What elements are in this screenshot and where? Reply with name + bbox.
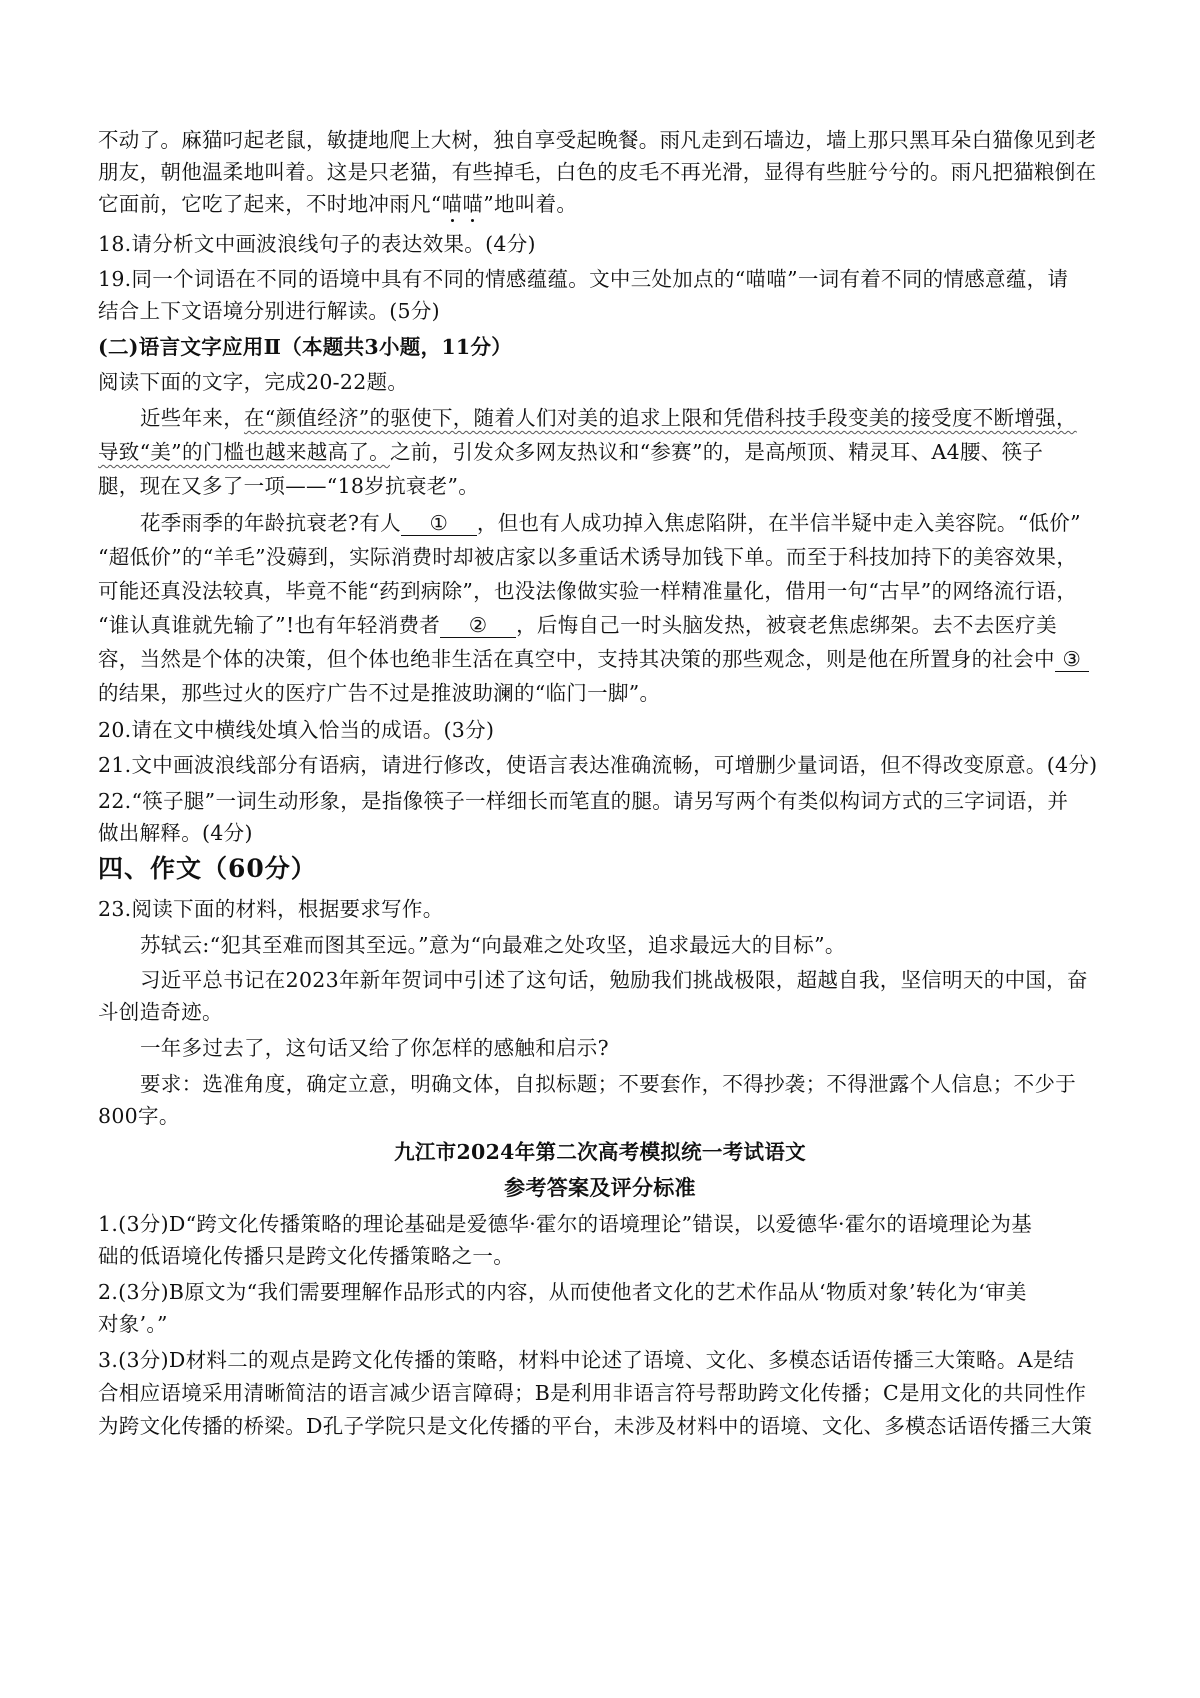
- wavy-underlined-text: 导致“美”的门槛也越来越高了。: [98, 440, 390, 464]
- passage-text: “谁认真谁就先输了”!也有年轻消费者: [98, 613, 441, 637]
- story-text: ”地叫着。: [483, 192, 578, 216]
- answer-3-line-3: 为跨文化传播的桥梁。D孔子学院只是文化传播的平台，未涉及材料中的语境、文化、多模态话语传播三大策: [98, 1414, 1093, 1438]
- passage-line: [98, 437, 1043, 467]
- passage-line: “超低价”的“羊毛”没薅到，实际消费时却被店家以多重话术诱导加钱下单。而至于科技加持下的美容效果，: [98, 545, 1078, 569]
- material-line: 习近平总书记在2023年新年贺词中引述了这句话，勉励我们挑战极限，超越自我，坚信明天的中国，奋: [140, 968, 1088, 992]
- passage-text: 花季雨季的年龄抗衰老?有人: [140, 511, 401, 535]
- wavy-underlined-text: 在“颜值经济”的驱使下，随着人们对美的追求上限和凭借科技手段变美的接受度不断增强，: [244, 406, 1077, 430]
- story-line-3: [98, 189, 577, 219]
- question-20: 20.请在文中横线处填入恰当的成语。(3分): [98, 718, 495, 742]
- answer-3-line-2: 合相应语境采用清晰简洁的语言减少语言障碍；B是利用非语言符号帮助跨文化传播；C是用文化的共同性作: [98, 1381, 1087, 1405]
- material-line: 苏轼云:“犯其至难而图其至远。”意为“向最难之处攻坚，追求最远大的目标”。: [140, 933, 846, 957]
- passage-line: [140, 508, 1081, 538]
- answer-2-line-1: 2.(3分)B原文为“我们需要理解作品形式的内容，从而使他者文化的艺术作品从‘物质对象’转化为‘审美: [98, 1280, 1027, 1304]
- fill-blank-2: ②: [440, 613, 516, 638]
- passage-line: [140, 403, 1077, 433]
- requirement-line: 要求：选准角度，确定立意，明确文体，自拟标题；不要套作，不得抄袭；不得泄露个人信息；不少于: [140, 1072, 1076, 1096]
- passage-text: 之前，引发众多网友热议和“参赛”的，是高颅顶、精灵耳、A4腰、筷子: [389, 440, 1044, 464]
- question-21: 21.文中画波浪线部分有语病，请进行修改，使语言表达准确流畅，可增删少量词语，但不得改变原意。(4分): [98, 753, 1098, 777]
- passage-text: ，但也有人成功掉入焦虑陷阱，在半信半疑中走入美容院。“低价”: [476, 511, 1081, 535]
- story-line-2: 朋友，朝他温柔地叫着。这是只老猫，有些掉毛，白色的皮毛不再光滑，显得有些脏兮兮的。雨凡把猫粮倒在: [98, 160, 1097, 184]
- passage-text: 容，当然是个体的决策，但个体也绝非生活在真空中，支持其决策的那些观念，则是他在所置身的社会中: [98, 647, 1055, 671]
- passage-line: [98, 644, 1089, 674]
- section-heading-essay: 四、作文（60分）: [98, 854, 317, 883]
- dotted-char: 喵: [462, 192, 484, 216]
- question-22-line-1: 22.“筷子腿”一词生动形象，是指像筷子一样细长而笔直的腿。请另写两个有类似构词方式的三字词语，并: [98, 789, 1069, 813]
- answer-1-line-2: 础的低语境化传播只是跨文化传播策略之一。: [98, 1244, 514, 1268]
- answer-key-subtitle: 参考答案及评分标准: [504, 1175, 696, 1200]
- material-line: 斗创造奇迹。: [98, 1000, 223, 1024]
- passage-text: 近些年来，: [140, 406, 244, 430]
- reading-instruction: 阅读下面的文字，完成20-22题。: [98, 370, 409, 394]
- passage-line: 腿，现在又多了一项——“18岁抗衰老”。: [98, 474, 480, 498]
- passage-text: ，后悔自己一时头脑发热，被衰老焦虑绑架。去不去医疗美: [516, 613, 1057, 637]
- requirement-line: 800字。: [98, 1104, 180, 1128]
- answer-key-title: 九江市2024年第二次高考模拟统一考试语文: [394, 1140, 806, 1164]
- question-19-line-1: 19.同一个词语在不同的语境中具有不同的情感蕴蕴。文中三处加点的“喵喵”一词有着不同的情感意蕴，请: [98, 267, 1069, 291]
- story-text: 它面前，它吃了起来，不时地冲雨凡“: [98, 192, 442, 216]
- question-19-line-2: 结合上下文语境分别进行解读。(5分): [98, 299, 440, 323]
- fill-blank-1: ①: [401, 511, 477, 536]
- question-23: 23.阅读下面的材料，根据要求写作。: [98, 897, 444, 921]
- answer-1-line-1: 1.(3分)D“跨文化传播策略的理论基础是爱德华·霍尔的语境理论”错误，以爱德华·霍尔的语境理论为基: [98, 1212, 1033, 1236]
- answer-3-line-1: 3.(3分)D材料二的观点是跨文化传播的策略，材料中论述了语境、文化、多模态话语传播三大策略。A是结: [98, 1348, 1075, 1372]
- passage-line: [98, 610, 1057, 640]
- passage-line: 的结果，那些过火的医疗广告不过是推波助澜的“临门一脚”。: [98, 681, 661, 705]
- passage-line: 可能还真没法较真，毕竟不能“药到病除”，也没法像做实验一样精准量化，借用一句“古早”的网络流行语，: [98, 579, 1078, 603]
- fill-blank-3: ③: [1055, 647, 1089, 672]
- answer-2-line-2: 对象’。”: [98, 1312, 168, 1336]
- dotted-char: 喵: [441, 192, 463, 216]
- material-line: 一年多过去了，这句话又给了你怎样的感触和启示?: [140, 1036, 609, 1060]
- question-22-line-2: 做出解释。(4分): [98, 821, 253, 845]
- question-18: 18.请分析文中画波浪线句子的表达效果。(4分): [98, 232, 536, 256]
- story-line-1: 不动了。麻猫叼起老鼠，敏捷地爬上大树，独自享受起晚餐。雨凡走到石墙边，墙上那只黑耳朵白猫像见到老: [98, 128, 1097, 152]
- section-heading-language-use: (二)语言文字应用Ⅱ（本题共3小题，11分）: [98, 335, 513, 359]
